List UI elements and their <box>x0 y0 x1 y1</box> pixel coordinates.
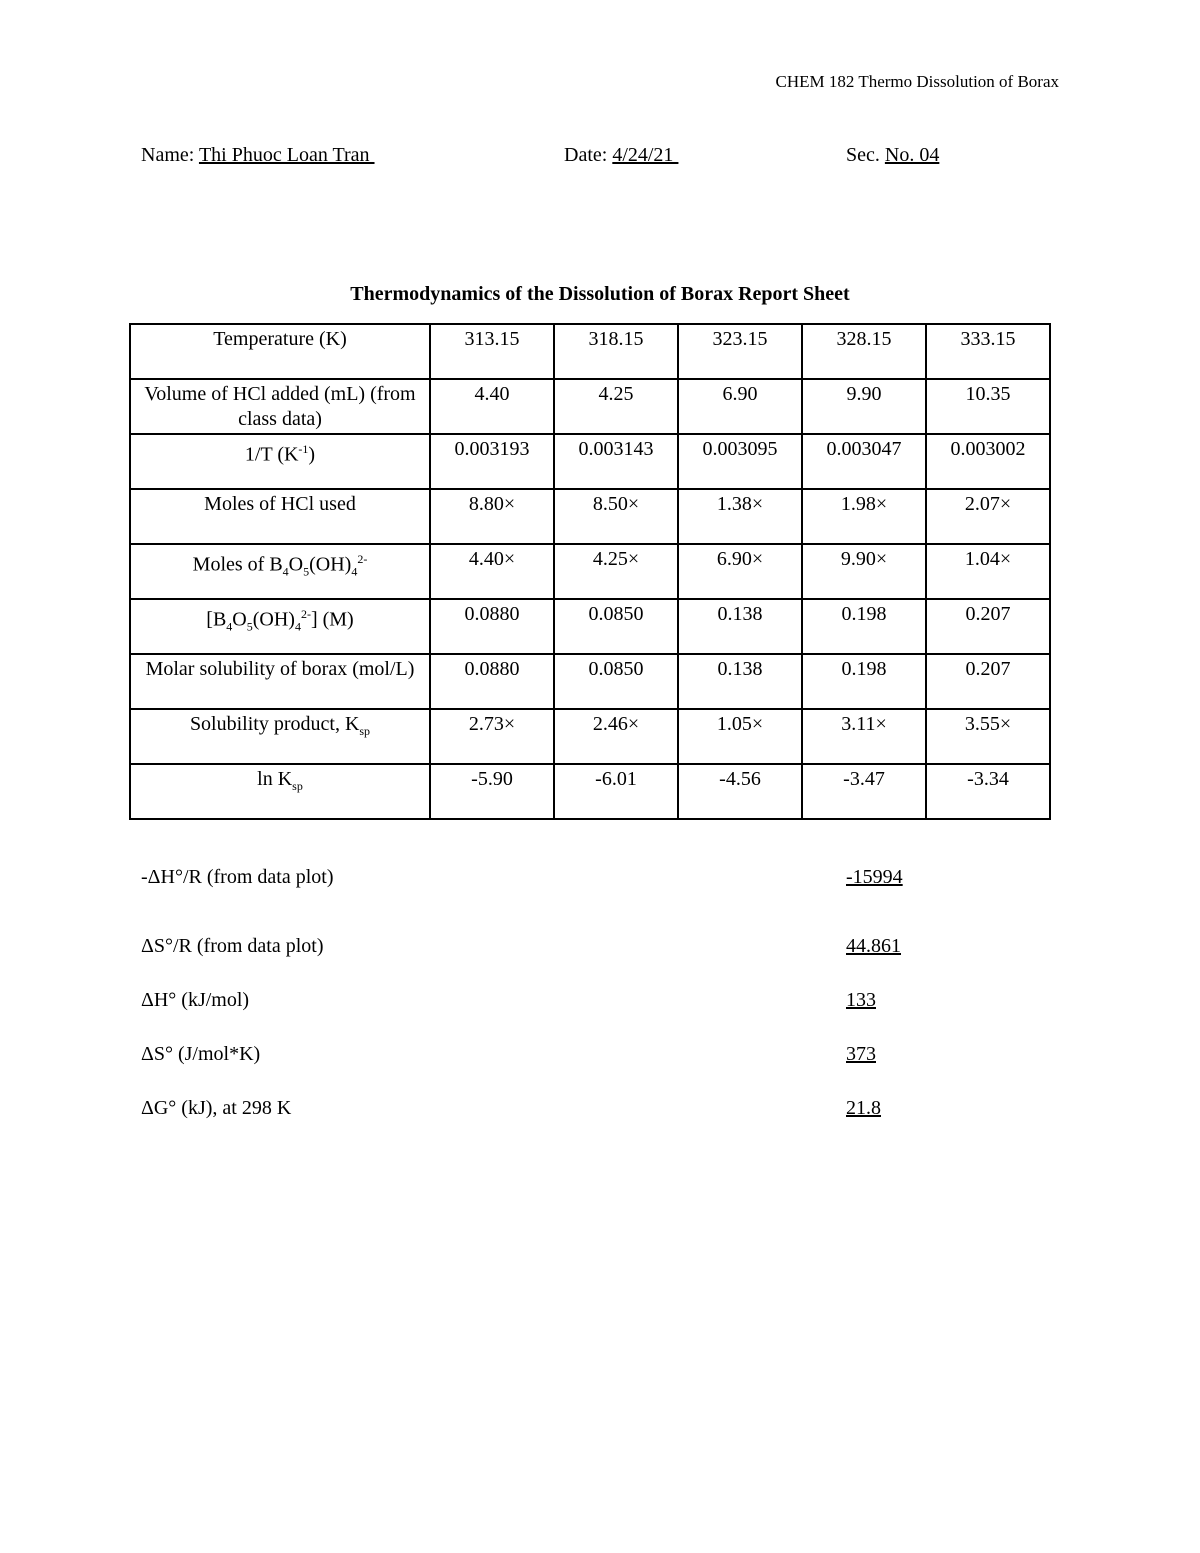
name-field <box>141 144 375 167</box>
table-cell: 2.73× <box>430 709 554 764</box>
table-cell: 0.003143 <box>554 434 678 489</box>
table-cell: 0.207 <box>926 599 1050 654</box>
course-header: CHEM 182 Thermo Dissolution of Borax <box>775 72 1059 91</box>
result-label-dh: ΔH° (kJ/mol) <box>141 989 250 1011</box>
table-cell: 9.90× <box>802 544 926 599</box>
row-label: Volume of HCl added (mL) (from class data) <box>130 379 430 434</box>
table-cell: 0.003095 <box>678 434 802 489</box>
name-value: Thi Phuoc Loan Tran <box>198 144 375 166</box>
table-cell: 0.0850 <box>554 599 678 654</box>
result-label-ds-over-r: ΔS°/R (from data plot) <box>141 935 324 957</box>
table-cell: 0.0850 <box>554 654 678 709</box>
table-cell: 4.40 <box>430 379 554 434</box>
table-cell: 318.15 <box>554 324 678 379</box>
row-label: $[B_4O_5(OH)_4^{2-}]$ (M) <box>130 599 430 654</box>
row-label: 1/T $(K^{-1})$ <box>130 434 430 489</box>
table-cell: 10.35 <box>926 379 1050 434</box>
result-value-dg: 21.8 <box>846 1097 881 1119</box>
table-cell: 0.207 <box>926 654 1050 709</box>
table-cell: 1.05× <box>678 709 802 764</box>
table-cell: 1.38× <box>678 489 802 544</box>
table-cell: 333.15 <box>926 324 1050 379</box>
table-cell: 8.80× <box>430 489 554 544</box>
report-table <box>129 323 1051 820</box>
table-cell: 323.15 <box>678 324 802 379</box>
table-cell: -3.34 <box>926 764 1050 819</box>
table-cell: 1.98× <box>802 489 926 544</box>
name-label: Name: <box>141 144 199 166</box>
row-label: $\ln K_{sp}$ <box>130 764 430 819</box>
row-label: Temperature (K) <box>130 324 430 379</box>
section-value: No. 04 <box>884 144 940 166</box>
row-label: Moles of HCl used <box>130 489 430 544</box>
table-cell: 328.15 <box>802 324 926 379</box>
table-cell: 6.90 <box>678 379 802 434</box>
table-row-moles-borate <box>130 544 1050 599</box>
table-row-inverse-temperature <box>130 434 1050 489</box>
table-cell: 8.50× <box>554 489 678 544</box>
table-cell: 0.138 <box>678 599 802 654</box>
table-cell: 0.138 <box>678 654 802 709</box>
date-label: Date: <box>564 144 613 166</box>
table-row-ln-ksp <box>130 764 1050 819</box>
table-row-volume-hcl <box>130 379 1050 434</box>
table-row-borate-concentration <box>130 599 1050 654</box>
section-label: Sec. <box>846 144 885 166</box>
section-field <box>846 144 939 167</box>
table-cell: -6.01 <box>554 764 678 819</box>
table-cell: 3.55× <box>926 709 1050 764</box>
result-value-ds: 373 <box>846 1043 876 1065</box>
table-cell: 0.003002 <box>926 434 1050 489</box>
report-title: Thermodynamics of the Dissolution of Borax Report Sheet <box>350 283 850 305</box>
table-cell: 4.25× <box>554 544 678 599</box>
table-cell: 0.003193 <box>430 434 554 489</box>
date-field <box>564 144 678 167</box>
row-label: Molar solubility of borax (mol/L) <box>130 654 430 709</box>
table-row-moles-hcl <box>130 489 1050 544</box>
table-cell: -5.90 <box>430 764 554 819</box>
table-cell: 0.0880 <box>430 599 554 654</box>
table-row-ksp <box>130 709 1050 764</box>
table-cell: 4.40× <box>430 544 554 599</box>
table-cell: -3.47 <box>802 764 926 819</box>
table-row-molar-solubility <box>130 654 1050 709</box>
table-cell: 1.04× <box>926 544 1050 599</box>
table-cell: 2.07× <box>926 489 1050 544</box>
table-cell: 4.25 <box>554 379 678 434</box>
result-label-ds: ΔS° (J/mol*K) <box>141 1043 261 1065</box>
date-value: 4/24/21 <box>612 144 679 166</box>
result-label-dg: ΔG° (kJ), at 298 K <box>141 1097 292 1119</box>
table-cell: 3.11× <box>802 709 926 764</box>
table-cell: 0.198 <box>802 654 926 709</box>
result-value-neg-dh-over-r: -15994 <box>846 866 903 888</box>
table-cell: 2.46× <box>554 709 678 764</box>
table-cell: 0.198 <box>802 599 926 654</box>
result-value-ds-over-r: 44.861 <box>846 935 901 957</box>
row-label: Moles of $B_4O_5(OH)_4^{2-}$ <box>130 544 430 599</box>
row-label: Solubility product, $K_{sp}$ <box>130 709 430 764</box>
table-cell: 9.90 <box>802 379 926 434</box>
result-value-dh: 133 <box>846 989 876 1011</box>
table-row-temperature <box>130 324 1050 379</box>
table-cell: -4.56 <box>678 764 802 819</box>
result-label-neg-dh-over-r: -ΔH°/R (from data plot) <box>141 866 334 888</box>
table-cell: 0.0880 <box>430 654 554 709</box>
table-cell: 313.15 <box>430 324 554 379</box>
table-cell: 6.90× <box>678 544 802 599</box>
table-cell: 0.003047 <box>802 434 926 489</box>
